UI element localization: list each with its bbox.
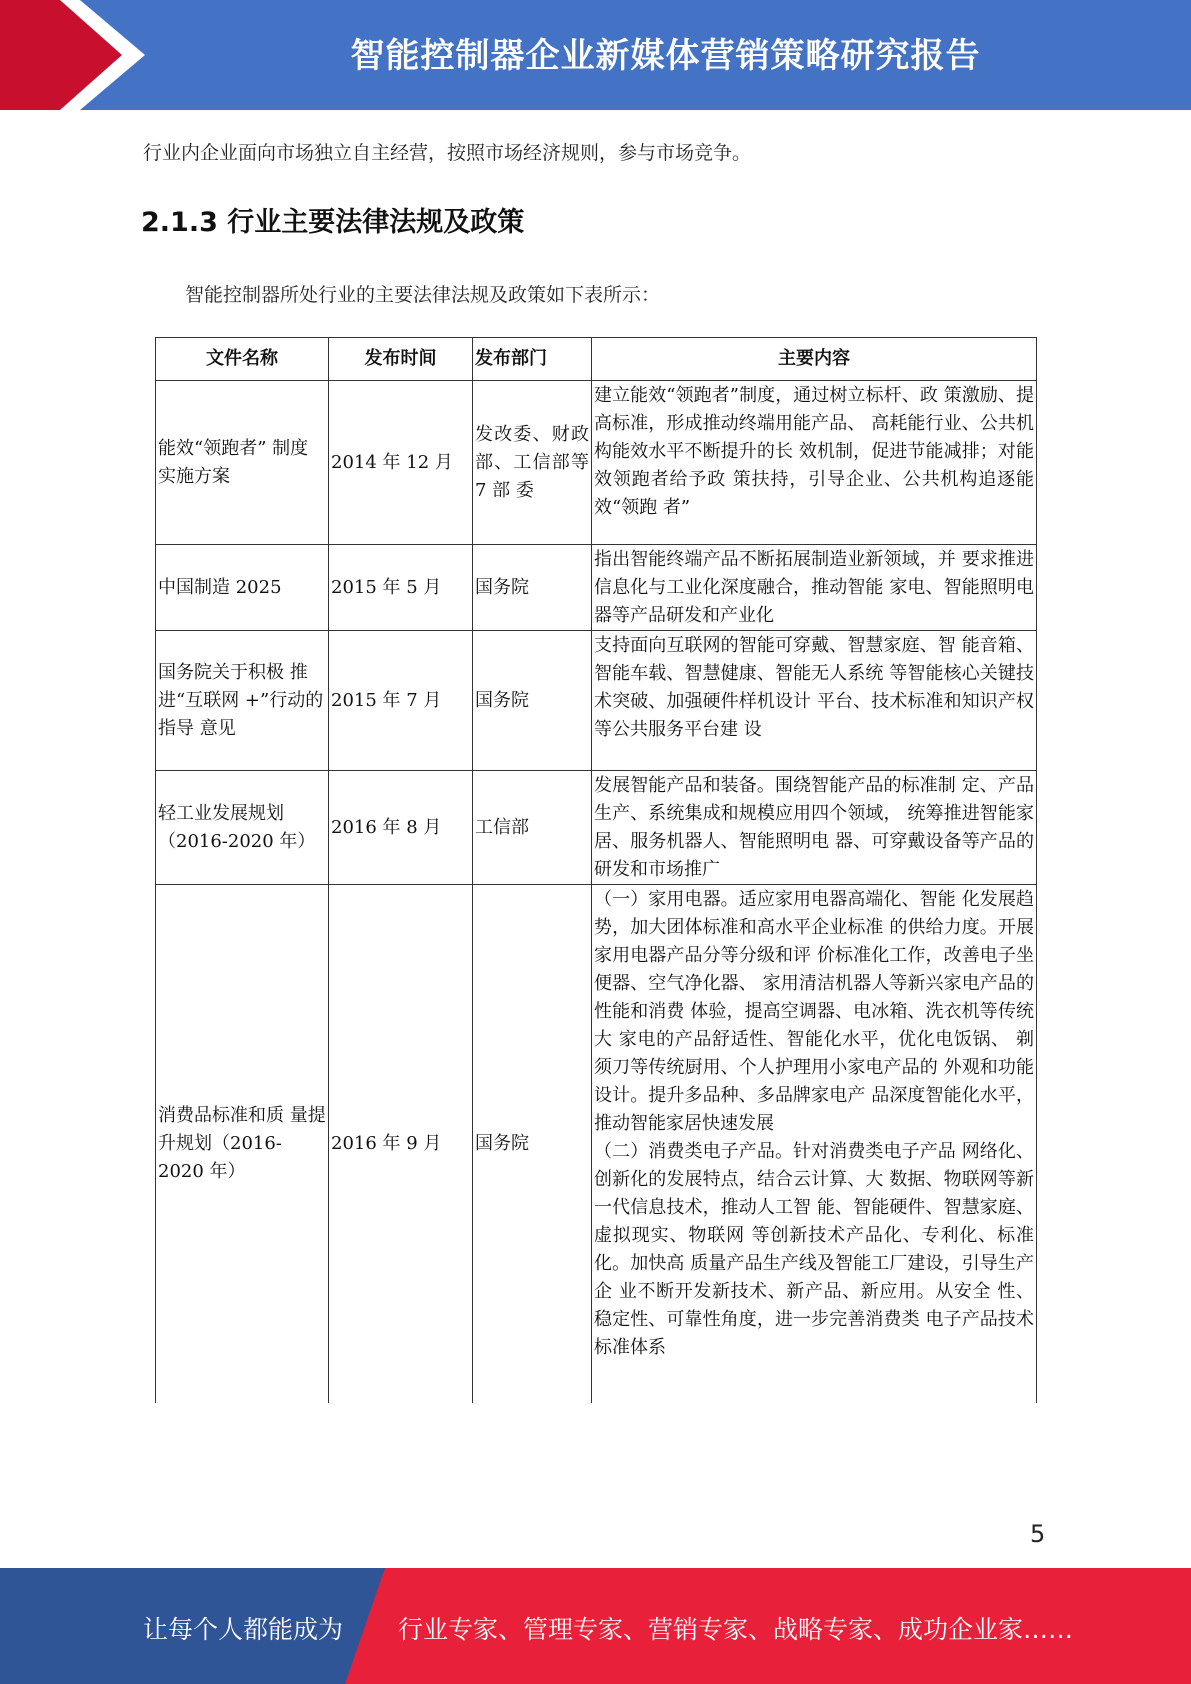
cell-content (592, 885, 1037, 1403)
cell-date: 2015 年 7 月 (329, 631, 473, 771)
cell-date: 2014 年 12 月 (329, 381, 473, 545)
table-header-row (156, 338, 1037, 381)
intro-paragraph: 行业内企业面向市场独立自主经营，按照市场经济规则，参与市场竞争。 (143, 142, 752, 164)
table-row (156, 545, 1037, 631)
header-content: 主要内容 (592, 338, 1037, 381)
cell-dept: 国务院 (473, 545, 592, 631)
cell-dept: 国务院 (473, 631, 592, 771)
cell-content: 建立能效“领跑者”制度，通过树立标杆、政 策激励、提高标准，形成推动终端用能产品、 高耗能行业、公共机构能效水平不断提升的长 效机制，促进节能减排；对能效领跑者给予政 策扶持，引导企业、公共机构追逐能效“领跑 者” (592, 381, 1037, 545)
header-dept: 发布部门 (473, 338, 592, 381)
policy-table (155, 337, 1037, 1403)
cell-date: 2016 年 8 月 (329, 771, 473, 885)
header-doc-name: 文件名称 (156, 338, 329, 381)
policy-table-wrapper (155, 337, 1037, 1403)
cell-doc-name: 国务院关于积极 推进“互联网 +”行动的指导 意见 (156, 631, 329, 771)
cell-doc-name: 消费品标准和质 量提升规划（2016-2020 年） (156, 885, 329, 1403)
page-footer (0, 1568, 1191, 1684)
table-row (156, 885, 1037, 1403)
table-row (156, 771, 1037, 885)
cell-content: 发展智能产品和装备。围绕智能产品的标准制 定、产品生产、系统集成和规模应用四个领域， 统筹推进智能家居、服务机器人、智能照明电 器、可穿戴设备等产品的研发和市场推广 (592, 771, 1037, 885)
footer-slogan-right: 行业专家、管理专家、营销专家、战略专家、成功企业家…… (398, 1615, 1074, 1644)
cell-content: 指出智能终端产品不断拓展制造业新领域，并 要求推进信息化与工业化深度融合，推动智能 家电、智能照明电器等产品研发和产业化 (592, 545, 1037, 631)
footer-slogan-left: 让每个人都能成为 (143, 1615, 344, 1644)
cell-date: 2016 年 9 月 (329, 885, 473, 1403)
cell-dept: 国务院 (473, 885, 592, 1403)
content-paragraph-electronics: （二）消费类电子产品。针对消费类电子产品 网络化、创新化的发展特点，结合云计算、大 数据、物联网等新一代信息技术，推动人工智 能、智能硬件、智慧家庭、虚拟现实、物联网 等创新技术产品化、专利化、标准化。加快高 质量产品生产线及智能工厂建设，引导生产企 业不断开发新技术、新产品、新应用。从安全 性、稳定性、可靠性角度，进一步完善消费类 电子产品技术标准体系 (594, 1141, 1034, 1358)
lead-paragraph: 智能控制器所处行业的主要法律法规及政策如下表所示： (185, 284, 661, 306)
cell-content: 支持面向互联网的智能可穿戴、智慧家庭、智 能音箱、智能车载、智慧健康、智能无人系统 等智能核心关键技术突破、加强硬件样机设计 平台、技术标准和知识产权等公共服务平台建 设 (592, 631, 1037, 771)
page-header (0, 0, 1191, 110)
report-title: 智能控制器企业新媒体营销策略研究报告 (350, 36, 981, 76)
table-row (156, 381, 1037, 545)
cell-doc-name: 能效“领跑者” 制度实施方案 (156, 381, 329, 545)
cell-dept: 发改委、财政部、工信部等 7 部 委 (473, 381, 592, 545)
table-row (156, 631, 1037, 771)
cell-doc-name: 中国制造 2025 (156, 545, 329, 631)
cell-date: 2015 年 5 月 (329, 545, 473, 631)
content-paragraph-appliances: （一）家用电器。适应家用电器高端化、智能 化发展趋势，加大团体标准和高水平企业标准 的供给力度。开展家用电器产品分等分级和评 价标准化工作，改善电子坐便器、空气净化器、 家用清洁机器人等新兴家电产品的性能和消费 体验，提高空调器、电冰箱、洗衣机等传统大 家电的产品舒适性、智能化水平，优化电饭锅、 剃须刀等传统厨用、个人护理用小家电产品的 外观和功能设计。提升多品种、多品牌家电产 品深度智能化水平，推动智能家居快速发展 (594, 889, 1034, 1134)
page-number: 5 (1030, 1520, 1046, 1548)
cell-dept: 工信部 (473, 771, 592, 885)
section-heading: 2.1.3 行业主要法律法规及政策 (141, 207, 525, 238)
header-date: 发布时间 (329, 338, 473, 381)
cell-doc-name: 轻工业发展规划（2016-2020 年） (156, 771, 329, 885)
